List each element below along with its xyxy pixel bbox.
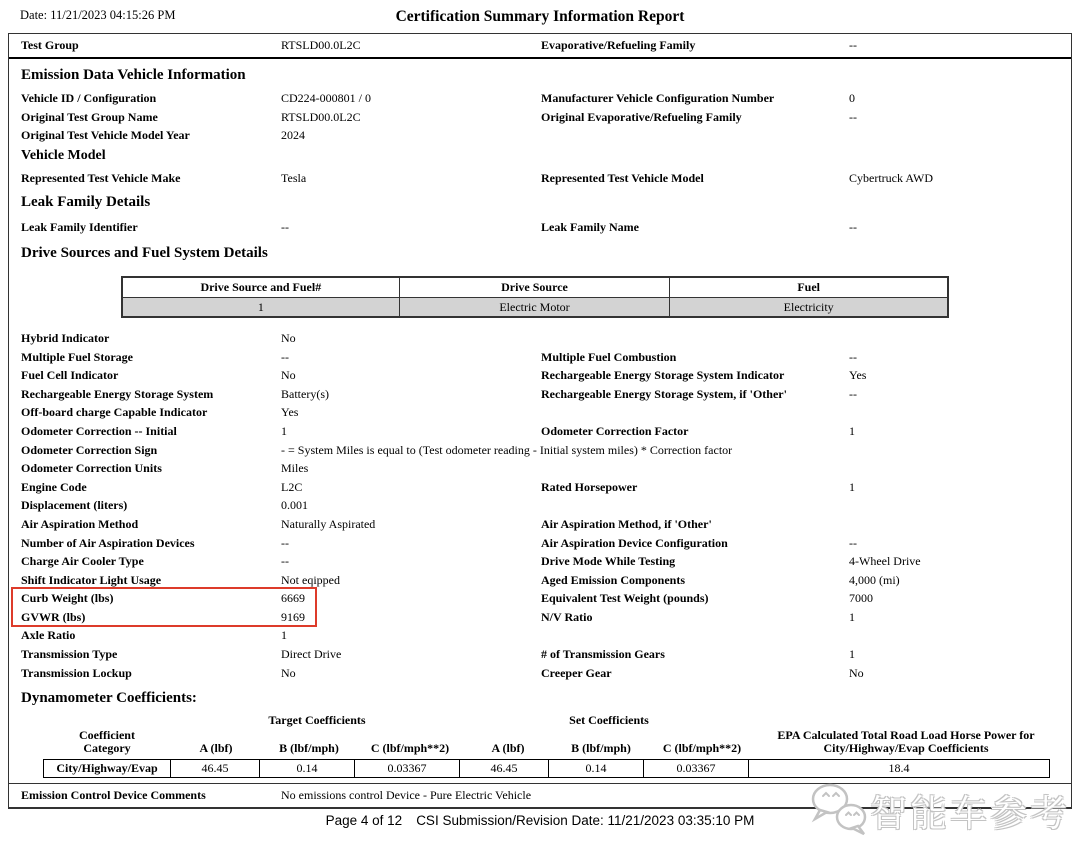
field-label: GVWR (lbs): [21, 609, 86, 624]
column-header: B (lbf/mph): [571, 741, 631, 756]
field-value: 0.001: [281, 498, 308, 513]
field-value: 4-Wheel Drive: [849, 554, 921, 569]
field-value: No: [849, 665, 864, 680]
field-value: [849, 403, 1071, 422]
table-cell: Electricity: [670, 297, 947, 316]
kv-row: [21, 441, 1071, 460]
field-value: --: [281, 554, 289, 569]
section-heading-dynamometer: Dynamometer Coefficients:: [21, 690, 197, 707]
field-label: [541, 441, 849, 460]
kv-row: [21, 126, 1071, 145]
field-label: Original Test Vehicle Model Year: [21, 128, 190, 143]
section-heading-drive-sources: Drive Sources and Fuel System Details: [21, 244, 268, 261]
kv-row: [21, 348, 1071, 367]
field-label: Odometer Correction Factor: [541, 423, 689, 438]
page-number: Page 4 of 12: [325, 813, 403, 829]
kv-row: [21, 478, 1071, 497]
field-label: Rechargeable Energy Storage System, if 'Other': [541, 386, 787, 401]
field-value: Battery(s): [281, 386, 329, 401]
field-label: Air Aspiration Method: [21, 516, 139, 531]
field-value: 7000: [849, 591, 873, 606]
field-value: RTSLD00.0L2C: [281, 109, 361, 124]
field-value: [849, 626, 1071, 645]
table-cell: 46.45: [170, 759, 260, 778]
report-header: [0, 8, 1080, 26]
field-value: --: [849, 535, 857, 550]
field-value: [849, 459, 1071, 478]
field-value: --: [849, 349, 857, 364]
field-label: Equivalent Test Weight (pounds): [541, 591, 709, 606]
column-header: Coefficient Category: [79, 728, 135, 756]
spacer: [755, 713, 1057, 727]
watermark-text: 智能车参考: [870, 793, 1070, 834]
table-cell: Electric Motor: [400, 297, 671, 316]
field-label: Odometer Correction Sign: [21, 442, 158, 457]
field-value: --: [849, 109, 857, 124]
emission-rows: [9, 89, 1071, 145]
field-value: Direct Drive: [281, 647, 342, 662]
field-label: Charge Air Cooler Type: [21, 554, 144, 569]
test-group-row: [9, 34, 1071, 59]
kv-row: [21, 366, 1071, 385]
table-cell: 0.03367: [643, 759, 749, 778]
field-label: Engine Code: [21, 479, 87, 494]
column-header: B (lbf/mph): [279, 741, 339, 756]
field-value: 1: [849, 479, 855, 494]
field-value: - = System Miles is equal to (Test odometer reading - Initial system miles) * Correction factor: [281, 442, 733, 457]
field-value: CD224-000801 / 0: [281, 91, 371, 105]
field-label: Evaporative/Refueling Family: [541, 38, 696, 52]
field-value: Not eqipped: [281, 572, 340, 587]
drive-table-data-row: [123, 297, 947, 316]
field-label: Vehicle ID / Configuration: [21, 91, 157, 105]
dyno-group-header-row: [43, 713, 1071, 727]
kv-row: [21, 422, 1071, 441]
field-label: Hybrid Indicator: [21, 330, 110, 345]
field-value: RTSLD00.0L2C: [281, 38, 361, 52]
field-value: [849, 126, 1071, 145]
field-value: 1: [281, 423, 287, 438]
field-label: Transmission Lockup: [21, 665, 132, 680]
spacer: [43, 713, 171, 727]
field-label: Curb Weight (lbs): [21, 591, 114, 606]
field-label: [541, 403, 849, 422]
field-value: No: [281, 665, 296, 680]
field-value: --: [281, 349, 289, 364]
field-label: Transmission Type: [21, 647, 118, 662]
field-label: [541, 626, 849, 645]
column-group-header: Target Coefficients: [268, 713, 366, 728]
kv-row: [21, 218, 1071, 237]
field-label: Displacement (liters): [21, 498, 128, 513]
kv-row: [21, 385, 1071, 404]
kv-row: [21, 329, 1071, 348]
field-value: 0: [849, 91, 855, 105]
field-value: 4,000 (mi): [849, 572, 900, 587]
column-header: Fuel: [670, 278, 947, 297]
column-header: Drive Source and Fuel#: [123, 278, 400, 297]
section-heading-vehicle-model: Vehicle Model: [21, 147, 106, 163]
field-label: [541, 459, 849, 478]
column-header: EPA Calculated Total Road Load Horse Power for City/Highway/Evap Coefficients: [777, 728, 1035, 756]
field-value: 1: [281, 628, 287, 643]
column-group-header: Set Coefficients: [569, 713, 649, 728]
kv-row: [21, 626, 1071, 645]
field-value: 9169: [281, 609, 305, 624]
field-label: Original Test Group Name: [21, 109, 158, 124]
field-value: Cybertruck AWD: [849, 170, 934, 185]
dyno-column-header-row: [43, 729, 1071, 755]
leak-rows: [9, 218, 1071, 237]
drive-table-header-row: [123, 278, 947, 297]
field-value: L2C: [281, 479, 303, 494]
column-header: A (lbf): [491, 741, 525, 756]
field-value: 2024: [281, 128, 305, 143]
field-label: Air Aspiration Device Configuration: [541, 535, 728, 550]
kv-row: [21, 645, 1071, 664]
table-cell: 1: [123, 297, 400, 316]
column-header: Drive Source: [400, 278, 671, 297]
field-label: [541, 329, 849, 348]
kv-row: [21, 664, 1071, 683]
field-label: Rechargeable Energy Storage System: [21, 386, 214, 401]
field-value: Miles: [281, 461, 309, 476]
field-value: --: [849, 38, 857, 52]
field-label: Axle Ratio: [21, 628, 76, 643]
field-value: [849, 515, 1071, 534]
field-value: No: [281, 368, 296, 383]
kv-row: [21, 89, 1071, 108]
kv-row: [21, 589, 1071, 608]
field-value: No: [281, 330, 296, 345]
submission-date: CSI Submission/Revision Date: 11/21/2023 03:35:10 PM: [416, 813, 755, 829]
field-value: Yes: [281, 405, 299, 420]
table-cell: 46.45: [459, 759, 549, 778]
field-value: --: [849, 220, 857, 235]
field-value: [849, 441, 1071, 460]
kv-row: [21, 552, 1071, 571]
table-cell: 0.14: [259, 759, 355, 778]
field-label: Original Evaporative/Refueling Family: [541, 109, 742, 124]
page-title: Certification Summary Information Report: [395, 8, 685, 25]
field-label: Shift Indicator Light Usage: [21, 572, 162, 587]
field-label: Multiple Fuel Combustion: [541, 349, 677, 364]
field-label: Multiple Fuel Storage: [21, 349, 133, 364]
kv-row: [21, 403, 1071, 422]
field-label: # of Transmission Gears: [541, 647, 665, 662]
column-header: A (lbf): [199, 741, 233, 756]
kv-row: [21, 169, 1071, 188]
field-value: --: [849, 386, 857, 401]
field-value: Tesla: [281, 170, 307, 185]
wechat-icon: [808, 775, 870, 845]
table-cell: 18.4: [748, 759, 1050, 778]
section-heading-leak: Leak Family Details: [21, 194, 151, 211]
field-value: --: [281, 220, 289, 235]
field-label: Manufacturer Vehicle Configuration Number: [541, 91, 775, 105]
kv-row: [21, 571, 1071, 590]
table-cell: 0.14: [548, 759, 644, 778]
field-label: Represented Test Vehicle Model: [541, 170, 704, 185]
kv-row: [21, 108, 1071, 127]
field-label: Odometer Correction -- Initial: [21, 423, 177, 438]
kv-row: [21, 496, 1071, 515]
field-label: [541, 496, 849, 515]
field-label: [541, 126, 849, 145]
field-label: Rated Horsepower: [541, 479, 638, 494]
field-label: Off-board charge Capable Indicator: [21, 405, 208, 420]
vehicle-model-rows: [9, 169, 1071, 188]
field-label: Fuel Cell Indicator: [21, 368, 119, 383]
field-label: Air Aspiration Method, if 'Other': [541, 516, 712, 531]
report-date: Date: 11/21/2023 04:15:26 PM: [20, 8, 176, 22]
field-value: Yes: [849, 368, 867, 383]
column-header: C (lbf/mph**2): [662, 741, 742, 756]
field-label: Test Group: [21, 38, 79, 52]
field-value: 1: [849, 609, 855, 624]
field-label: Drive Mode While Testing: [541, 554, 676, 569]
column-header: C (lbf/mph**2): [370, 741, 450, 756]
field-value: Naturally Aspirated: [281, 516, 376, 531]
field-label: Creeper Gear: [541, 665, 612, 680]
field-label: Rechargeable Energy Storage System Indicator: [541, 368, 785, 383]
field-value: --: [281, 535, 289, 550]
section-heading-emission: Emission Data Vehicle Information: [21, 67, 246, 83]
report-body-box: [8, 33, 1072, 809]
field-label: Emission Control Device Comments: [21, 788, 206, 803]
table-cell: 0.03367: [354, 759, 460, 778]
kv-row: [21, 534, 1071, 553]
field-label: Represented Test Vehicle Make: [21, 170, 181, 185]
field-value: No emissions control Device - Pure Electric Vehicle: [281, 788, 532, 803]
field-label: Aged Emission Components: [541, 572, 686, 587]
dynamometer-table: [43, 713, 1071, 778]
table-cell: City/Highway/Evap: [43, 759, 171, 778]
field-value: 6669: [281, 591, 305, 606]
field-label: Number of Air Aspiration Devices: [21, 535, 195, 550]
field-label: Odometer Correction Units: [21, 461, 162, 476]
field-value: 1: [849, 647, 855, 662]
watermark: [808, 775, 1070, 845]
field-label: Leak Family Name: [541, 220, 639, 235]
field-value: [849, 496, 1071, 515]
kv-row: [21, 608, 1071, 627]
field-label: Leak Family Identifier: [21, 220, 138, 235]
field-value: 1: [849, 423, 855, 438]
kv-row: [21, 515, 1071, 534]
field-value: [849, 329, 1071, 348]
drive-sources-table: [121, 276, 949, 318]
detail-rows: [9, 329, 1071, 682]
field-label: N/V Ratio: [541, 609, 593, 624]
kv-row: [21, 459, 1071, 478]
